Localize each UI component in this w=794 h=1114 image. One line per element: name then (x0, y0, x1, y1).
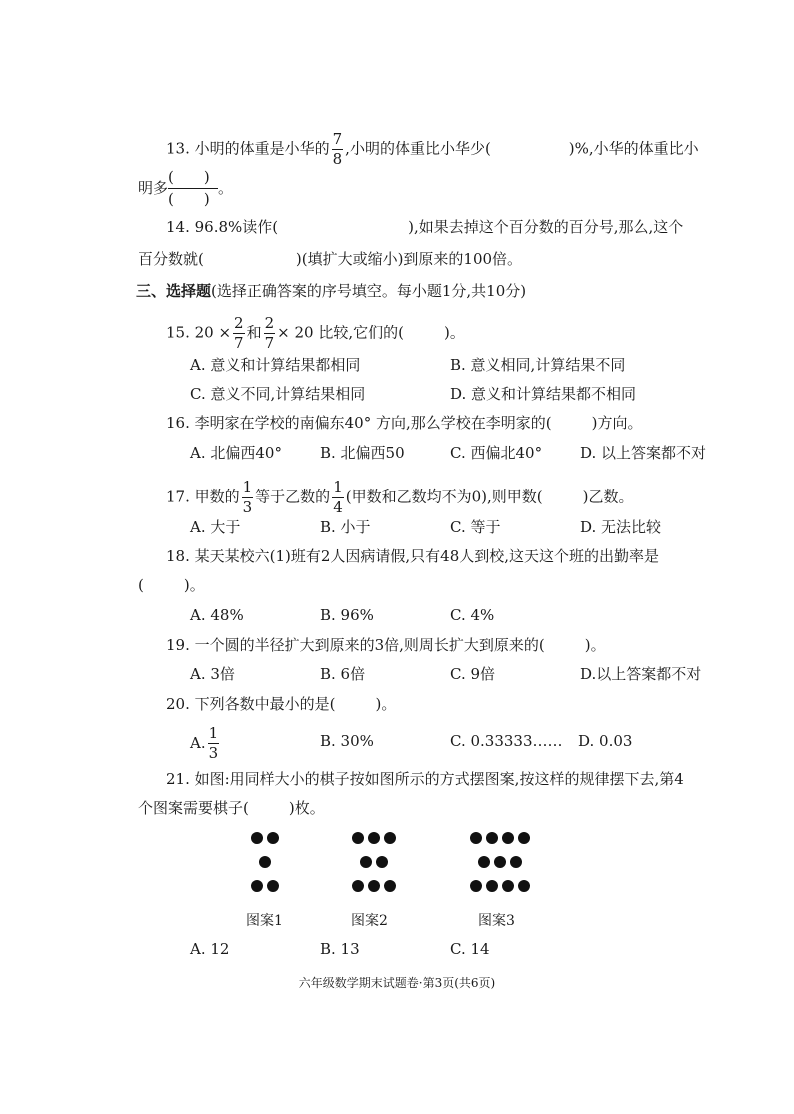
q15-text-b: 和 (246, 323, 262, 342)
q14-line1 (166, 220, 683, 235)
q17-f1-num: 1 (242, 478, 253, 496)
q20-optA-den: 3 (208, 744, 219, 762)
go-piece (259, 856, 271, 868)
q17-option-b[interactable]: B. 小于 (320, 518, 371, 536)
q17-fraction-1 (242, 480, 254, 515)
q15-text-c: × 20 比较,它们的( (277, 323, 404, 342)
q17-text-d: )乙数。 (582, 487, 634, 506)
q17-text-a: 17. 甲数的 (166, 487, 240, 506)
q17-option-d[interactable]: D. 无法比较 (580, 518, 662, 536)
q15-f1-num: 2 (234, 314, 244, 332)
pattern-1-figure (250, 832, 280, 894)
q18-option-a[interactable]: A. 48% (190, 606, 244, 624)
go-piece (470, 832, 482, 844)
q17-f1-den: 3 (242, 498, 253, 516)
go-piece (486, 880, 498, 892)
pattern-3-figure (468, 832, 532, 894)
q19-stem (166, 638, 606, 653)
go-piece (267, 880, 279, 892)
q13-paren-bot-right: ) (203, 190, 210, 208)
q15-stem (166, 316, 465, 351)
q17-stem (166, 480, 633, 515)
q19-option-b[interactable]: B. 6倍 (320, 665, 366, 683)
q21-text-a: 个图案需要棋子( (138, 799, 249, 817)
go-piece (352, 880, 364, 892)
section3-heading (136, 284, 526, 299)
go-piece (384, 832, 396, 844)
q18-text-a: ( (138, 576, 144, 594)
q15-fraction-2 (264, 316, 276, 351)
q20-option-a-fraction (208, 726, 220, 761)
q21-option-c[interactable]: C. 14 (450, 940, 490, 958)
q20-option-a-label: A. (190, 734, 206, 752)
q18-option-c[interactable]: C. 4% (450, 606, 495, 624)
go-piece (470, 880, 482, 892)
q20-option-b[interactable]: B. 30% (320, 732, 374, 750)
go-piece (368, 832, 380, 844)
q18-line1: 18. 某天某校六(1)班有2人因病请假,只有48人到校,这天这个班的出勤率是 (166, 547, 660, 565)
go-piece (376, 856, 388, 868)
q19-option-c[interactable]: C. 9倍 (450, 665, 496, 683)
q16-option-a[interactable]: A. 北偏西40° (190, 444, 282, 462)
go-piece (502, 832, 514, 844)
q21-text-b: )枚。 (288, 799, 325, 817)
go-piece (368, 880, 380, 892)
q17-option-a[interactable]: A. 大于 (190, 518, 241, 536)
q15-f2-num: 2 (264, 314, 275, 332)
q17-f2-den: 4 (333, 498, 343, 516)
go-piece (478, 856, 490, 868)
pattern-3-caption: 图案3 (478, 913, 515, 929)
q15-option-c[interactable]: C. 意义不同,计算结果相同 (190, 385, 366, 403)
q18-option-b[interactable]: B. 96% (320, 606, 374, 624)
q15-option-b[interactable]: B. 意义相同,计算结果不同 (450, 356, 626, 374)
q16-stem (166, 416, 642, 431)
q14-text-b: ),如果去掉这个百分数的百分号,那么,这个 (408, 218, 684, 236)
q20-optA-num: 1 (208, 724, 219, 742)
q14-text-d: )(填扩大或缩小)到原来的100倍。 (295, 250, 523, 268)
pattern-1-caption: 图案1 (246, 913, 283, 929)
q20-option-d[interactable]: D. 0.03 (578, 732, 633, 750)
q19-option-a[interactable]: A. 3倍 (190, 665, 235, 683)
q13-paren-top-left: ( (168, 168, 174, 186)
q17-fraction-2 (332, 480, 344, 515)
q13-after: )%,小华的体重比小 (568, 139, 699, 158)
go-piece (251, 832, 263, 844)
q16-option-d[interactable]: D. 以上答案都不对 (580, 444, 707, 462)
q15-option-a[interactable]: A. 意义和计算结果都相同 (190, 356, 361, 374)
go-piece (384, 880, 396, 892)
go-piece (510, 856, 522, 868)
q15-text-a: 15. 20 × (166, 323, 232, 342)
q13-blank-fraction[interactable] (168, 170, 218, 207)
q13-fraction (332, 132, 344, 167)
go-piece (486, 832, 498, 844)
q17-option-c[interactable]: C. 等于 (450, 518, 501, 536)
q13-prefix: 13. 小明的体重是小华的 (166, 139, 330, 158)
q19-text-b: )。 (584, 636, 606, 654)
q21-option-a[interactable]: A. 12 (190, 940, 230, 958)
q13-end: 。 (218, 179, 234, 197)
section3-desc: (选择正确答案的序号填空。每小题1分,共10分) (211, 282, 527, 300)
q20-text-a: 20. 下列各数中最小的是( (166, 695, 336, 713)
pattern-2-figure (350, 832, 396, 894)
q20-option-c[interactable]: C. 0.33333…… (450, 732, 563, 750)
q15-text-d: )。 (443, 323, 465, 342)
q14-text-c: 百分数就( (138, 250, 204, 268)
q17-text-c: (甲数和乙数均不为0),则甲数( (345, 487, 543, 506)
q15-fraction-1 (233, 316, 245, 351)
q18-line2 (138, 578, 205, 593)
q19-option-d[interactable]: D.以上答案都不对 (580, 665, 702, 683)
q13-line2 (138, 170, 233, 207)
page-footer: 六年级数学期末试题卷·第3页(共6页) (298, 976, 496, 990)
q16-text-a: 16. 李明家在学校的南偏东40° 方向,那么学校在李明家的( (166, 414, 552, 432)
q13-frac-num: 7 (332, 130, 343, 148)
q16-text-b: )方向。 (591, 414, 643, 432)
go-piece (251, 880, 263, 892)
go-piece (502, 880, 514, 892)
q13-paren-bot-left: ( (168, 190, 174, 208)
q13-line1 (166, 132, 699, 167)
q21-line2 (138, 801, 325, 816)
q20-text-b: )。 (375, 695, 397, 713)
pattern-2-caption: 图案2 (351, 913, 388, 929)
go-piece (518, 832, 530, 844)
q13-mid: ,小明的体重比小华少( (345, 139, 491, 158)
q18-text-b: )。 (183, 576, 205, 594)
q21-option-b[interactable]: B. 13 (320, 940, 360, 958)
q20-stem (166, 697, 396, 712)
q16-option-b[interactable]: B. 北偏西50 (320, 444, 405, 462)
go-piece (518, 880, 530, 892)
q14-line2 (138, 252, 522, 267)
q15-f2-den: 7 (264, 334, 275, 352)
q13-frac-den: 8 (332, 150, 343, 168)
q17-f2-num: 1 (333, 478, 343, 496)
q20-option-a[interactable] (190, 726, 221, 761)
q19-text-a: 19. 一个圆的半径扩大到原来的3倍,则周长扩大到原来的( (166, 636, 545, 654)
q15-f1-den: 7 (234, 334, 244, 352)
q13-paren-top-right: ) (203, 168, 210, 186)
go-piece (494, 856, 506, 868)
go-piece (267, 832, 279, 844)
q16-option-c[interactable]: C. 西偏北40° (450, 444, 543, 462)
section3-title: 三、选择题 (136, 282, 212, 300)
q17-text-b: 等于乙数的 (255, 487, 331, 506)
q21-line1: 21. 如图:用同样大小的棋子按如图所示的方式摆图案,按这样的规律摆下去,第4 (166, 770, 684, 788)
q14-text-a: 14. 96.8%读作( (166, 218, 279, 236)
go-piece (360, 856, 372, 868)
q15-option-d[interactable]: D. 意义和计算结果都不相同 (450, 385, 637, 403)
q13-line2-prefix: 明多 (138, 179, 169, 197)
go-piece (352, 832, 364, 844)
